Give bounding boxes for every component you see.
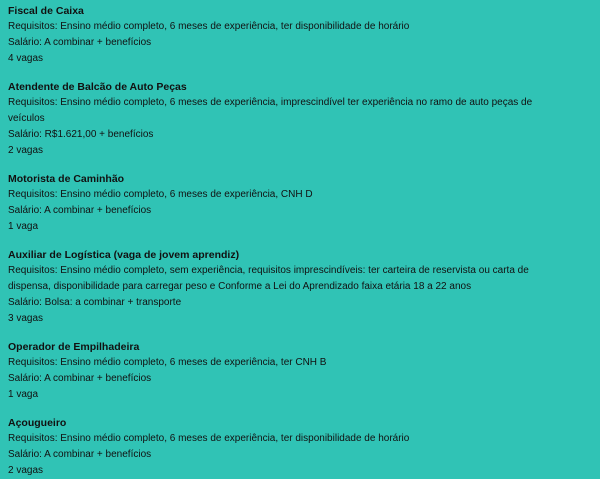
job-listing <box>8 339 600 403</box>
job-openings: 4 vagas <box>8 53 44 64</box>
job-openings: 2 vagas <box>8 465 44 476</box>
job-listing <box>8 415 600 479</box>
job-openings: 3 vagas <box>8 313 44 324</box>
job-salary: Salário: R$1.621,00 + benefícios <box>8 129 154 140</box>
job-salary: Salário: A combinar + benefícios <box>8 373 152 384</box>
job-salary: Salário: A combinar + benefícios <box>8 205 152 216</box>
job-salary: Salário: A combinar + benefícios <box>8 37 152 48</box>
job-requirements: Requisitos: Ensino médio completo, 6 meses de experiência, ter disponibilidade de horário <box>8 21 410 32</box>
job-title: Auxiliar de Logística (vaga de jovem aprendiz) <box>8 249 240 261</box>
job-openings: 2 vagas <box>8 145 44 156</box>
job-openings: 1 vaga <box>8 221 39 232</box>
job-listing <box>8 247 600 327</box>
job-title: Açougueiro <box>8 417 67 429</box>
job-requirements: Requisitos: Ensino médio completo, 6 meses de experiência, CNH D <box>8 189 313 200</box>
job-title: Operador de Empilhadeira <box>8 341 140 353</box>
job-listing <box>8 171 600 235</box>
job-requirements: Requisitos: Ensino médio completo, 6 meses de experiência, ter CNH B <box>8 357 327 368</box>
job-requirements: Requisitos: Ensino médio completo, 6 meses de experiência, ter disponibilidade de horário <box>8 433 410 444</box>
job-title: Fiscal de Caixa <box>8 5 84 17</box>
job-title: Motorista de Caminhão <box>8 173 125 185</box>
job-requirements: Requisitos: Ensino médio completo, sem experiência, requisitos imprescindíveis: ter carteira de reservista ou carta de dispensa, disponibilidade para carregar peso e Conforme a Lei do Aprendizado faixa etária 18 a 22 anos <box>8 265 529 292</box>
job-salary: Salário: Bolsa: a combinar + transporte <box>8 297 182 308</box>
job-salary: Salário: A combinar + benefícios <box>8 449 152 460</box>
job-listing <box>8 79 600 159</box>
job-requirements: Requisitos: Ensino médio completo, 6 meses de experiência, imprescindível ter experiência no ramo de auto peças de veículos <box>8 97 533 124</box>
job-title: Atendente de Balcão de Auto Peças <box>8 81 187 93</box>
job-openings: 1 vaga <box>8 389 39 400</box>
job-listing <box>8 3 600 67</box>
